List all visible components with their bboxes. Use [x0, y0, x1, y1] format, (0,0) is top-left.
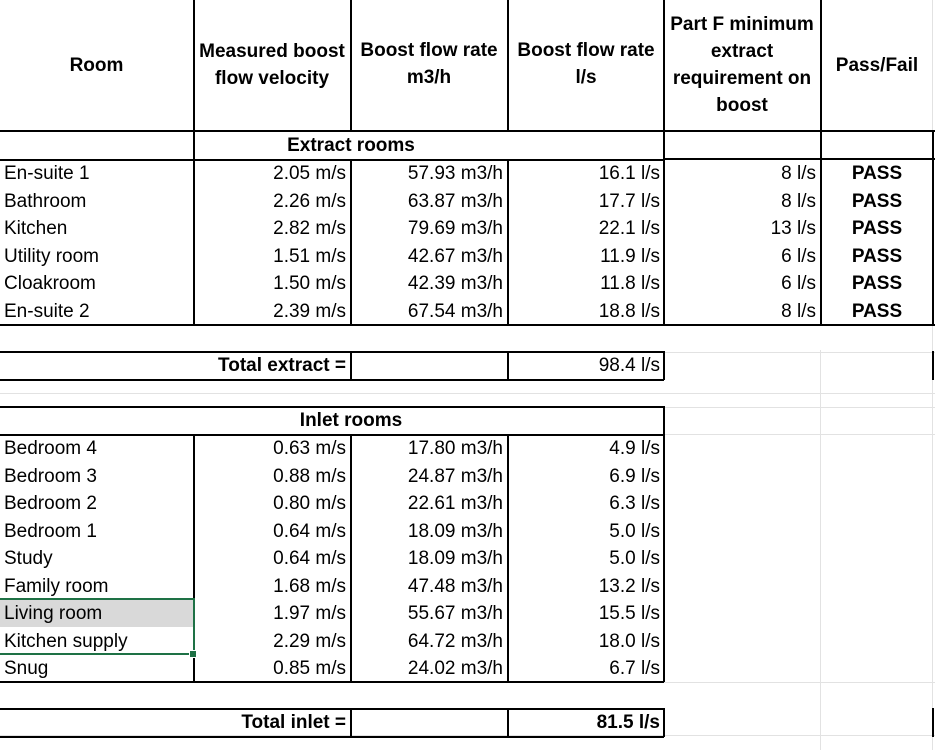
extract-partf-minimum: 13 l/s [770, 218, 816, 239]
extract-pass-fail: PASS [851, 245, 903, 267]
inlet-flow-ls: 18.0 l/s [598, 630, 660, 652]
extract-flow-m3h: 67.54 m3/h [407, 300, 503, 322]
extract-velocity: 2.26 m/s [273, 190, 346, 212]
inlet-flow-ls: 6.3 l/s [609, 493, 660, 514]
extract-pass-fail: PASS [851, 163, 903, 184]
header-flow-ls: Boost flow rate l/s [517, 40, 655, 88]
extract-partf-minimum: 6 l/s [781, 273, 816, 294]
inlet-velocity: 1.97 m/s [273, 603, 346, 624]
inlet-flow-m3h: 18.09 m3/h [407, 548, 503, 569]
extract-room-name: En-suite 2 [4, 300, 90, 322]
inlet-velocity: 2.29 m/s [273, 630, 346, 652]
extract-flow-m3h: 42.67 m3/h [407, 245, 503, 267]
extract-partf-minimum: 6 l/s [781, 245, 816, 267]
extract-velocity: 1.51 m/s [273, 245, 346, 267]
inlet-section-label: Inlet rooms [299, 410, 403, 431]
extract-pass-fail: PASS [851, 190, 903, 212]
total-inlet-value: 81.5 l/s [596, 712, 660, 733]
header-velocity: Measured boost flow velocity [199, 41, 345, 89]
header-flow-m3h: Boost flow rate m3/h [360, 40, 498, 88]
extract-flow-ls: 17.7 l/s [598, 190, 660, 212]
extract-flow-m3h: 63.87 m3/h [407, 190, 503, 212]
inlet-room-name: Living room [4, 603, 103, 624]
extract-room-name: Kitchen [4, 218, 68, 239]
extract-partf-minimum: 8 l/s [781, 163, 816, 184]
inlet-flow-m3h: 55.67 m3/h [407, 603, 503, 624]
extract-pass-fail: PASS [851, 218, 903, 239]
inlet-room-name: Bedroom 4 [4, 438, 97, 459]
inlet-flow-ls: 6.9 l/s [609, 465, 660, 487]
inlet-room-name: Bedroom 3 [4, 465, 97, 487]
extract-room-name: Cloakroom [4, 273, 96, 294]
extract-velocity: 2.82 m/s [273, 218, 346, 239]
extract-room-name: En-suite 1 [4, 163, 90, 184]
inlet-velocity: 0.64 m/s [273, 520, 346, 542]
inlet-velocity: 1.68 m/s [273, 575, 346, 597]
cell-selection-range[interactable] [0, 598, 195, 655]
inlet-flow-m3h: 24.02 m3/h [407, 658, 503, 679]
extract-room-name: Bathroom [4, 190, 87, 212]
inlet-flow-ls: 15.5 l/s [598, 603, 660, 624]
total-extract-label: Total extract = [218, 355, 346, 376]
extract-velocity: 2.39 m/s [273, 300, 346, 322]
inlet-velocity: 0.88 m/s [273, 465, 346, 487]
header-partf-minimum: Part F minimum extract requirement on boost [670, 13, 814, 116]
inlet-flow-ls: 6.7 l/s [609, 658, 660, 679]
extract-flow-ls: 18.8 l/s [598, 300, 660, 322]
inlet-velocity: 0.64 m/s [273, 548, 346, 569]
extract-flow-ls: 11.8 l/s [600, 273, 660, 294]
inlet-room-name: Bedroom 1 [4, 520, 97, 542]
extract-flow-ls: 22.1 l/s [598, 218, 660, 239]
inlet-room-name: Study [4, 548, 53, 569]
inlet-room-name: Snug [4, 658, 49, 679]
extract-pass-fail: PASS [851, 273, 903, 294]
extract-flow-m3h: 79.69 m3/h [407, 218, 503, 239]
extract-flow-ls: 11.9 l/s [600, 245, 660, 267]
inlet-flow-ls: 4.9 l/s [609, 438, 660, 459]
inlet-velocity: 0.85 m/s [273, 658, 346, 679]
extract-flow-m3h: 42.39 m3/h [407, 273, 503, 294]
inlet-room-name: Kitchen supply [4, 630, 128, 652]
inlet-room-name: Family room [4, 575, 109, 597]
inlet-flow-m3h: 64.72 m3/h [407, 630, 503, 652]
header-room: Room [69, 54, 124, 76]
total-inlet-label: Total inlet = [241, 712, 346, 733]
inlet-velocity: 0.80 m/s [273, 493, 346, 514]
extract-pass-fail: PASS [851, 300, 903, 322]
inlet-flow-m3h: 18.09 m3/h [407, 520, 503, 542]
extract-velocity: 1.50 m/s [273, 273, 346, 294]
inlet-room-name: Bedroom 2 [4, 493, 97, 514]
total-extract-value: 98.4 l/s [598, 355, 660, 376]
inlet-flow-ls: 13.2 l/s [598, 575, 660, 597]
inlet-flow-m3h: 17.80 m3/h [407, 438, 503, 459]
extract-partf-minimum: 8 l/s [781, 190, 816, 212]
fill-handle[interactable] [189, 650, 197, 658]
inlet-flow-m3h: 22.61 m3/h [407, 493, 503, 514]
inlet-flow-ls: 5.0 l/s [609, 520, 660, 542]
inlet-flow-m3h: 24.87 m3/h [407, 465, 503, 487]
extract-section-label: Extract rooms [287, 135, 415, 156]
extract-room-name: Utility room [4, 245, 100, 267]
extract-flow-ls: 16.1 l/s [598, 163, 660, 184]
inlet-flow-ls: 5.0 l/s [609, 548, 660, 569]
extract-velocity: 2.05 m/s [273, 163, 346, 184]
inlet-flow-m3h: 47.48 m3/h [407, 575, 503, 597]
extract-flow-m3h: 57.93 m3/h [407, 163, 503, 184]
inlet-velocity: 0.63 m/s [273, 438, 346, 459]
extract-partf-minimum: 8 l/s [781, 300, 816, 322]
header-pass-fail: Pass/Fail [835, 54, 919, 76]
